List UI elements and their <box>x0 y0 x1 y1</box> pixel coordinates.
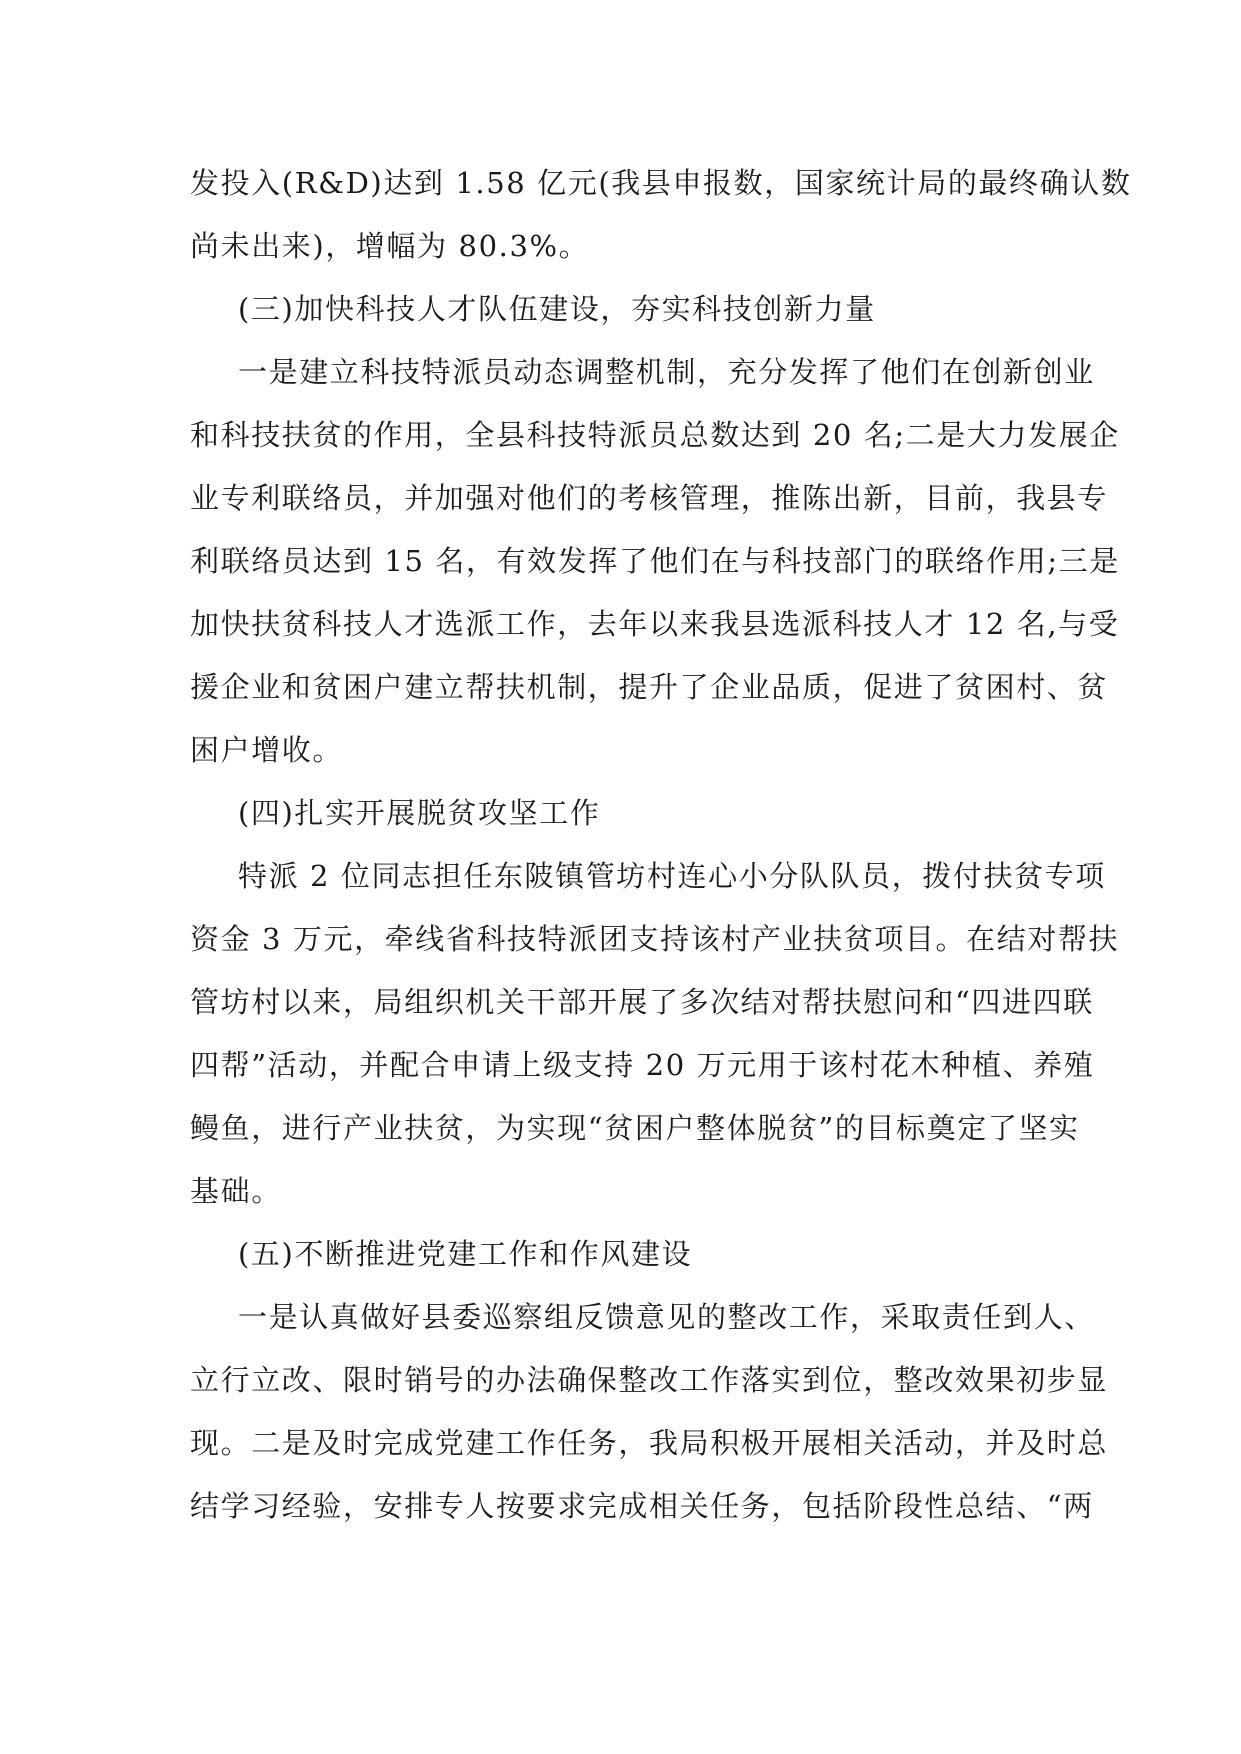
section-heading: (三)加快科技人才队伍建设，夯实科技创新力量 <box>238 292 876 326</box>
paragraph-line: 立行立改、限时销号的办法确保整改工作落实到位，整改效果初步显 <box>190 1363 1109 1397</box>
paragraph-line: 利联络员达到 15 名，有效发挥了他们在与科技部门的联络作用;三是 <box>190 544 1120 578</box>
paragraph-line: 管坊村以来，局组织机关干部开展了多次结对帮扶慰问和“四进四联 <box>190 985 1094 1019</box>
paragraph-line: 尚未出来)，增幅为 80.3%。 <box>190 229 590 263</box>
section-heading: (五)不断推进党建工作和作风建设 <box>238 1237 693 1271</box>
section-heading: (四)扎实开展脱贫攻坚工作 <box>238 796 601 830</box>
paragraph-line: 结学习经验，安排专人按要求完成相关任务，包括阶段性总结、“两 <box>190 1489 1094 1523</box>
paragraph-line: 一是认真做好县委巡察组反馈意见的整改工作，采取责任到人、 <box>238 1300 1095 1334</box>
paragraph-line: 特派 2 位同志担任东陂镇管坊村连心小分队队员，拨付扶贫专项 <box>238 859 1106 893</box>
paragraph-line: 鳗鱼，进行产业扶贫，为实现“贫困户整体脱贫”的目标奠定了坚实 <box>190 1111 1080 1145</box>
paragraph-line: 资金 3 万元，牵线省科技特派团支持该村产业扶贫项目。在结对帮扶 <box>190 922 1120 956</box>
paragraph-line: 和科技扶贫的作用，全县科技特派员总数达到 20 名;二是大力发展企 <box>190 418 1120 452</box>
paragraph-line: 困户增收。 <box>190 733 344 767</box>
paragraph-line: 加快扶贫科技人才选派工作，去年以来我县选派科技人才 12 名,与受 <box>190 607 1120 641</box>
paragraph-line: 四帮”活动，并配合申请上级支持 20 万元用于该村花木种植、养殖 <box>190 1048 1095 1082</box>
document-body <box>190 152 1132 1538</box>
paragraph-line: 业专利联络员，并加强对他们的考核管理，推陈出新，目前，我县专 <box>190 481 1109 515</box>
paragraph-line: 现。二是及时完成党建工作任务，我局积极开展相关活动，并及时总 <box>190 1426 1109 1460</box>
paragraph-line: 基础。 <box>190 1174 282 1208</box>
paragraph-line: 发投入(R&D)达到 1.58 亿元(我县申报数，国家统计局的最终确认数 <box>190 166 1132 200</box>
paragraph-line: 援企业和贫困户建立帮扶机制，提升了企业品质，促进了贫困村、贫 <box>190 670 1109 704</box>
paragraph-line: 一是建立科技特派员动态调整机制，充分发挥了他们在创新创业 <box>238 355 1095 389</box>
